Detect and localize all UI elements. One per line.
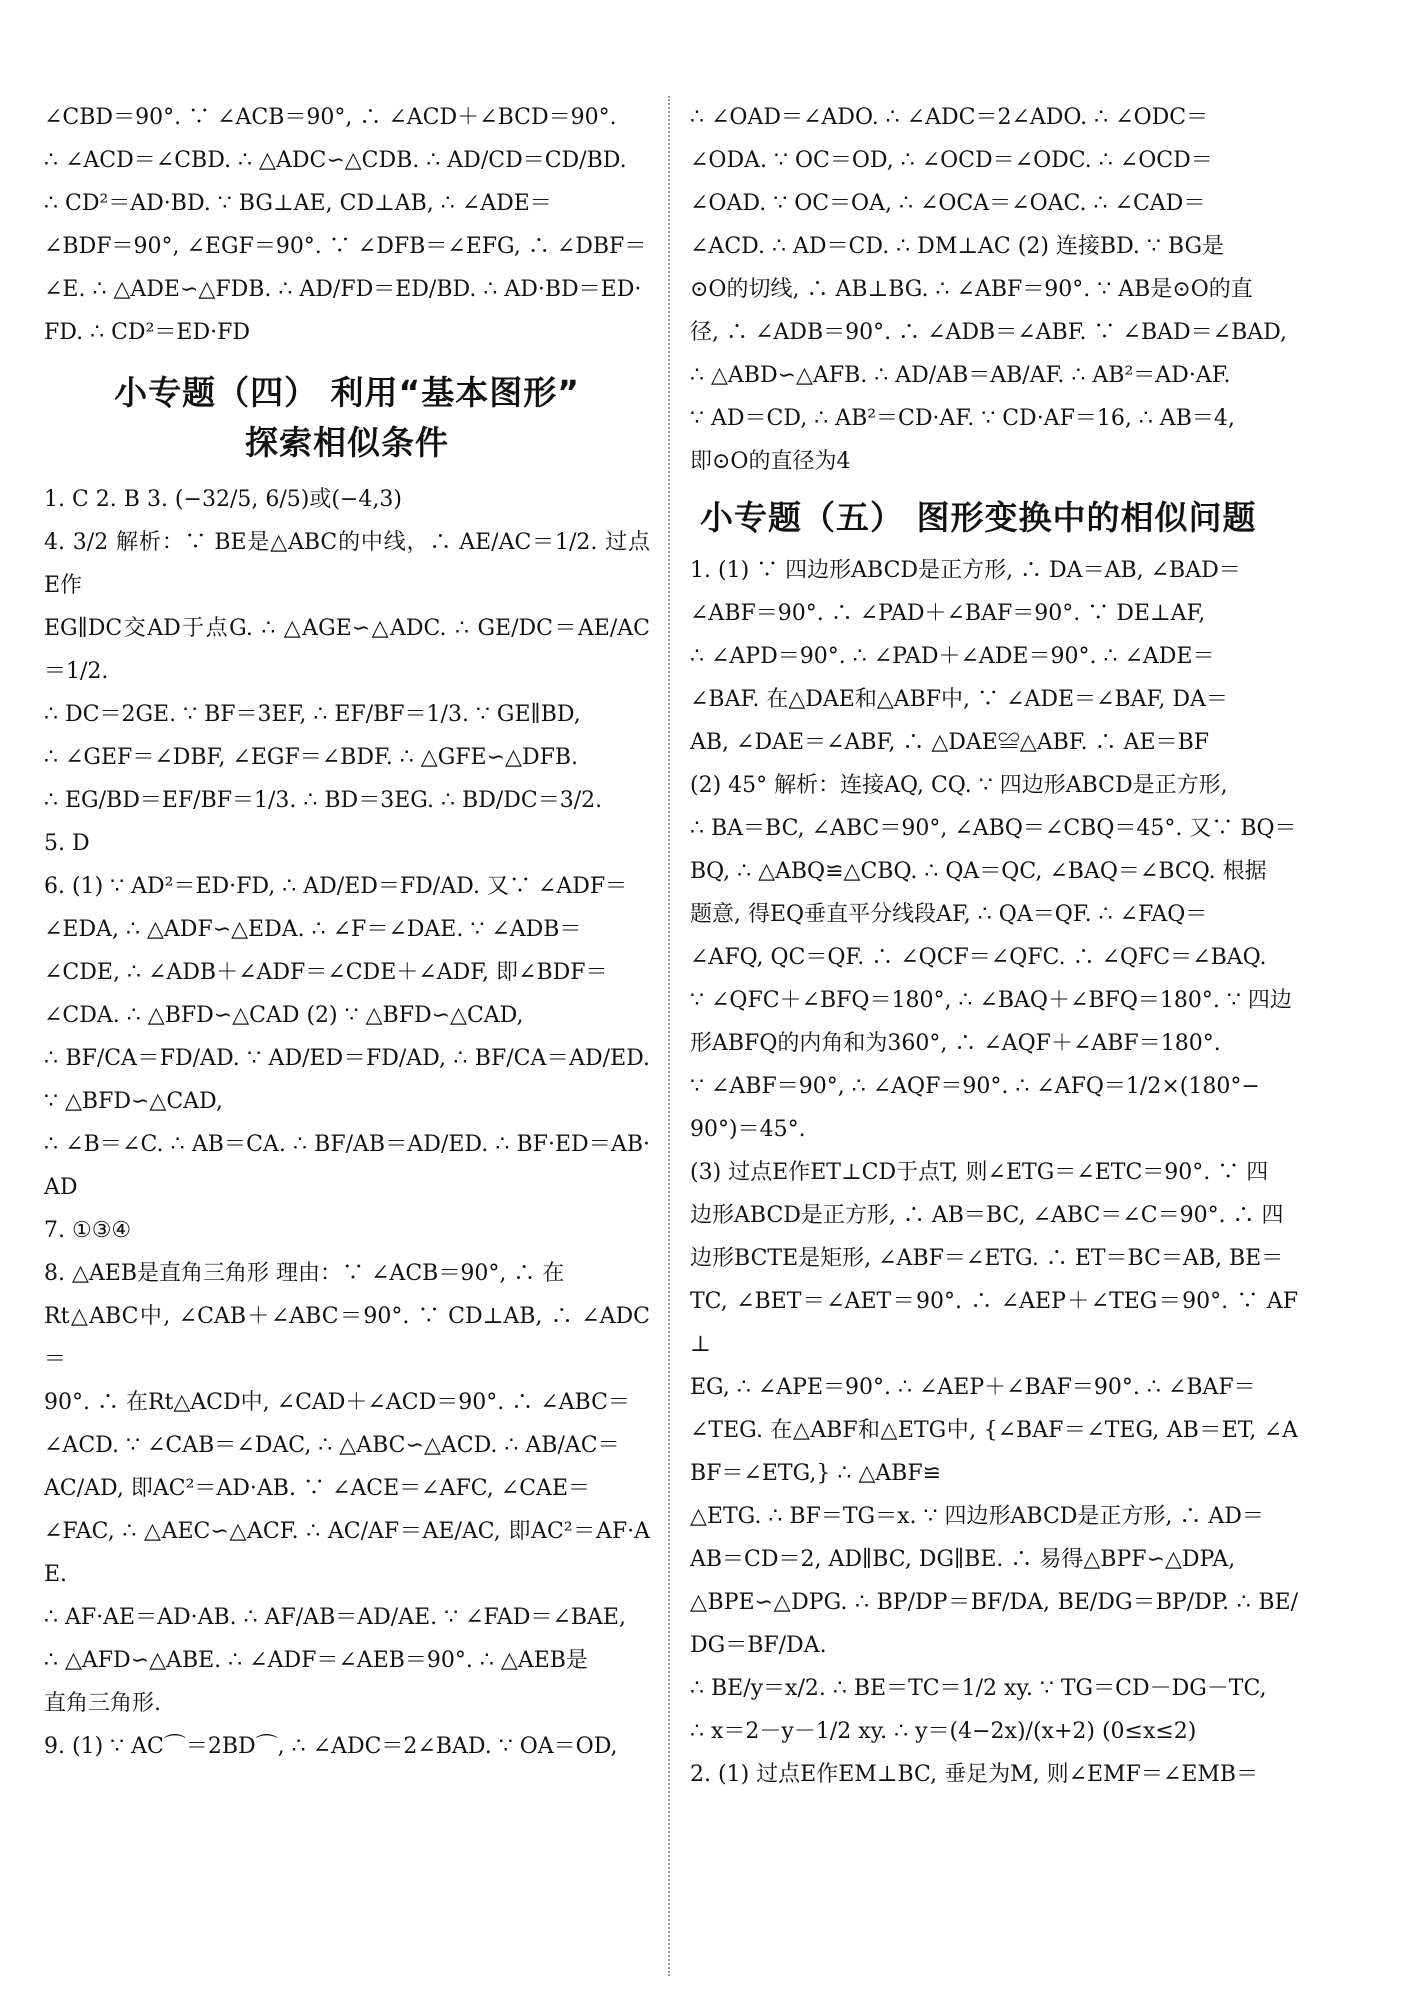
- answer-line: (2) 45° 解析：连接AQ, CQ. ∵ 四边形ABCD是正方形,: [690, 773, 1228, 798]
- answer-line: ∴ AF·AE＝AD·AB. ∴ AF/AB＝AD/AE. ∵ ∠FAD＝∠BAE,: [44, 1605, 626, 1630]
- answer-line: ∠TEG. 在△ABF和△ETG中, {∠BAF＝∠TEG, AB＝ET, ∠ABF＝∠ETG,} ∴ △ABF≌: [690, 1418, 1298, 1486]
- answer-line: 题意, 得EQ垂直平分线段AF, ∴ QA＝QF. ∴ ∠FAQ＝: [690, 902, 1208, 927]
- left-column: [44, 96, 650, 1986]
- answer-line: ∵ ∠QFC＋∠BFQ＝180°, ∴ ∠BAQ＋∠BFQ＝180°. ∵ 四边: [690, 988, 1292, 1013]
- answer-line: AB＝CD＝2, AD∥BC, DG∥BE. ∴ 易得△BPF∽△DPA,: [690, 1547, 1236, 1572]
- answer-line: EG, ∴ ∠APE＝90°. ∴ ∠AEP＋∠BAF＝90°. ∴ ∠BAF＝: [690, 1375, 1256, 1400]
- answer-line: BQ, ∴ △ABQ≌△CBQ. ∴ QA＝QC, ∠BAQ＝∠BCQ. 根据: [690, 859, 1267, 884]
- answer-line: ∴ ∠B＝∠C. ∴ AB＝CA. ∴ BF/AB＝AD/ED. ∴ BF·ED＝AB·AD: [44, 1132, 650, 1200]
- text-line: ∴ ∠ACD＝∠CBD. ∴ △ADC∽△CDB. ∴ AD/CD＝CD/BD.: [44, 148, 627, 173]
- answer-line: ∠CDE, ∴ ∠ADB＋∠ADF＝∠CDE＋∠ADF, 即∠BDF＝: [44, 960, 608, 985]
- text-line: ∵ AD＝CD, ∴ AB²＝CD·AF. ∵ CD·AF＝16, ∴ AB＝4,: [690, 406, 1235, 431]
- answer-line: ∠CDA. ∴ △BFD∽△CAD (2) ∵ △BFD∽△CAD,: [44, 1003, 524, 1028]
- answer-line: 2. (1) 过点E作EM⊥BC, 垂足为M, 则∠EMF＝∠EMB＝: [690, 1762, 1259, 1787]
- section-heading-4: [44, 368, 650, 468]
- answer-line: AB, ∠DAE＝∠ABF, ∴ △DAE≌△ABF. ∴ AE＝BF: [690, 730, 1210, 755]
- answer-line: 形ABFQ的内角和为360°, ∴ ∠AQF＋∠ABF＝180°.: [690, 1031, 1221, 1056]
- answer-line: ∴ ∠GEF＝∠DBF, ∠EGF＝∠BDF. ∴ △GFE∽△DFB.: [44, 745, 579, 770]
- text-line: FD. ∴ CD²＝ED·FD: [44, 320, 250, 345]
- text-line: ∴ ∠OAD＝∠ADO. ∴ ∠ADC＝2∠ADO. ∴ ∠ODC＝: [690, 105, 1209, 130]
- answer-line: ∠ABF＝90°. ∴ ∠PAD＋∠BAF＝90°. ∵ DE⊥AF,: [690, 601, 1206, 626]
- answer-line: (3) 过点E作ET⊥CD于点T, 则∠ETG＝∠ETC＝90°. ∵ 四: [690, 1160, 1269, 1185]
- text-line: ∴ CD²＝AD·BD. ∵ BG⊥AE, CD⊥AB, ∴ ∠ADE＝: [44, 191, 552, 216]
- answer-line: 90°)＝45°.: [690, 1117, 806, 1142]
- right-column: [690, 96, 1298, 1986]
- answer-line: ∴ x＝2－y－1/2 xy. ∴ y＝(4−2x)/(x+2) (0≤x≤2): [690, 1719, 1197, 1744]
- answer-line: 边形ABCD是正方形, ∴ AB＝BC, ∠ABC＝∠C＝90°. ∴ 四: [690, 1203, 1284, 1228]
- answer-line: ∠BAF. 在△DAE和△ABF中, ∵ ∠ADE＝∠BAF, DA＝: [690, 687, 1228, 712]
- answer-line: 5. D: [44, 831, 90, 856]
- answer-line: ∴ EG/BD＝EF/BF＝1/3. ∴ BD＝3EG. ∴ BD/DC＝3/2.: [44, 788, 603, 813]
- answer-line: △ETG. ∴ BF＝TG＝x. ∵ 四边形ABCD是正方形, ∴ AD＝: [690, 1504, 1264, 1529]
- column-divider: [668, 96, 670, 1976]
- text-line: ∠E. ∴ △ADE∽△FDB. ∴ AD/FD＝ED/BD. ∴ AD·BD＝ED·: [44, 277, 642, 302]
- answer-line: ∴ △AFD∽△ABE. ∴ ∠ADF＝∠AEB＝90°. ∴ △AEB是: [44, 1648, 588, 1673]
- section-heading-line2: 探索相似条件: [245, 423, 449, 462]
- answer-line: ∴ BF/CA＝FD/AD. ∵ AD/ED＝FD/AD, ∴ BF/CA＝AD/ED. ∵ △BFD∽△CAD,: [44, 1046, 650, 1114]
- answer-line: △BPE∽△DPG. ∴ BP/DP＝BF/DA, BE/DG＝BP/DP. ∴ BE/DG＝BF/DA.: [690, 1590, 1298, 1658]
- text-line: 径, ∴ ∠ADB＝90°. ∴ ∠ADB＝∠ABF. ∵ ∠BAD＝∠BAD,: [690, 320, 1287, 345]
- answer-line: 6. (1) ∵ AD²＝ED·FD, ∴ AD/ED＝FD/AD. 又∵ ∠ADF＝: [44, 874, 628, 899]
- text-line: ∠BDF＝90°, ∠EGF＝90°. ∵ ∠DFB＝∠EFG, ∴ ∠DBF＝: [44, 234, 647, 259]
- answer-line: 4. 3/2 解析：∵ BE是△ABC的中线，∴ AE/AC＝1/2. 过点E作: [44, 530, 650, 598]
- answer-line: ∴ BA＝BC, ∠ABC＝90°, ∠ABQ＝∠CBQ＝45°. 又∵ BQ＝: [690, 816, 1297, 841]
- text-line: 即⊙O的直径为4: [690, 449, 851, 474]
- answer-line: ∴ DC＝2GE. ∵ BF＝3EF, ∴ EF/BF＝1/3. ∵ GE∥BD,: [44, 702, 581, 727]
- answer-line: Rt△ABC中, ∠CAB＋∠ABC＝90°. ∵ CD⊥AB, ∴ ∠ADC＝: [44, 1304, 650, 1372]
- text-line: ∠ACD. ∴ AD＝CD. ∴ DM⊥AC (2) 连接BD. ∵ BG是: [690, 234, 1225, 259]
- answer-line: ∠FAC, ∴ △AEC∽△ACF. ∴ AC/AF＝AE/AC, 即AC²＝AF·AE.: [44, 1519, 650, 1587]
- answer-line: 1. (1) ∵ 四边形ABCD是正方形, ∴ DA＝AB, ∠BAD＝: [690, 558, 1241, 583]
- answer-line: 7. ①③④: [44, 1218, 132, 1243]
- answer-line: 直角三角形.: [44, 1691, 161, 1716]
- answer-line: 边形BCTE是矩形, ∠ABF＝∠ETG. ∴ ET＝BC＝AB, BE＝: [690, 1246, 1284, 1271]
- answer-line: 8. △AEB是直角三角形 理由：∵ ∠ACB＝90°, ∴ 在: [44, 1261, 565, 1286]
- section-heading-5: 小专题（五） 图形变换中的相似问题: [700, 498, 1257, 537]
- answer-line: ∴ ∠APD＝90°. ∴ ∠PAD＋∠ADE＝90°. ∴ ∠ADE＝: [690, 644, 1215, 669]
- answer-line: 9. (1) ∵ AC⌒＝2BD⌒, ∴ ∠ADC＝2∠BAD. ∵ OA＝OD,: [44, 1734, 618, 1759]
- text-line: ∠ODA. ∵ OC＝OD, ∴ ∠OCD＝∠ODC. ∴ ∠OCD＝: [690, 148, 1213, 173]
- answer-line: 1. C 2. B 3. (−32/5, 6/5)或(−4,3): [44, 487, 402, 512]
- answer-line: ∠EDA, ∴ △ADF∽△EDA. ∴ ∠F＝∠DAE. ∵ ∠ADB＝: [44, 917, 582, 942]
- text-line: ∴ △ABD∽△AFB. ∴ AD/AB＝AB/AF. ∴ AB²＝AD·AF.: [690, 363, 1231, 388]
- answer-line: TC, ∠BET＝∠AET＝90°. ∴ ∠AEP＋∠TEG＝90°. ∵ AF⊥: [690, 1289, 1298, 1357]
- answer-line: EG∥DC交AD于点G. ∴ △AGE∽△ADC. ∴ GE/DC＝AE/AC＝1/2.: [44, 616, 650, 684]
- answer-line: 90°. ∴ 在Rt△ACD中, ∠CAD＋∠ACD＝90°. ∴ ∠ABC＝: [44, 1390, 630, 1415]
- text-line: ∠CBD＝90°. ∵ ∠ACB＝90°, ∴ ∠ACD＋∠BCD＝90°.: [44, 105, 617, 130]
- text-line: ⊙O的切线, ∴ AB⊥BG. ∴ ∠ABF＝90°. ∵ AB是⊙O的直: [690, 277, 1253, 302]
- answer-line: ∵ ∠ABF＝90°, ∴ ∠AQF＝90°. ∴ ∠AFQ＝1/2×(180°−: [690, 1074, 1260, 1099]
- answer-line: ∠AFQ, QC＝QF. ∴ ∠QCF＝∠QFC. ∴ ∠QFC＝∠BAQ.: [690, 945, 1267, 970]
- answer-line: AC/AD, 即AC²＝AD·AB. ∵ ∠ACE＝∠AFC, ∠CAE＝: [44, 1476, 591, 1501]
- answer-line: ∴ BE/y＝x/2. ∴ BE＝TC＝1/2 xy. ∵ TG＝CD－DG－TC,: [690, 1676, 1267, 1701]
- text-line: ∠OAD. ∵ OC＝OA, ∴ ∠OCA＝∠OAC. ∴ ∠CAD＝: [690, 191, 1206, 216]
- answer-line: ∠ACD. ∵ ∠CAB＝∠DAC, ∴ △ABC∽△ACD. ∴ AB/AC＝: [44, 1433, 620, 1458]
- section-heading-line1: 小专题（四） 利用“基本图形”: [114, 373, 580, 412]
